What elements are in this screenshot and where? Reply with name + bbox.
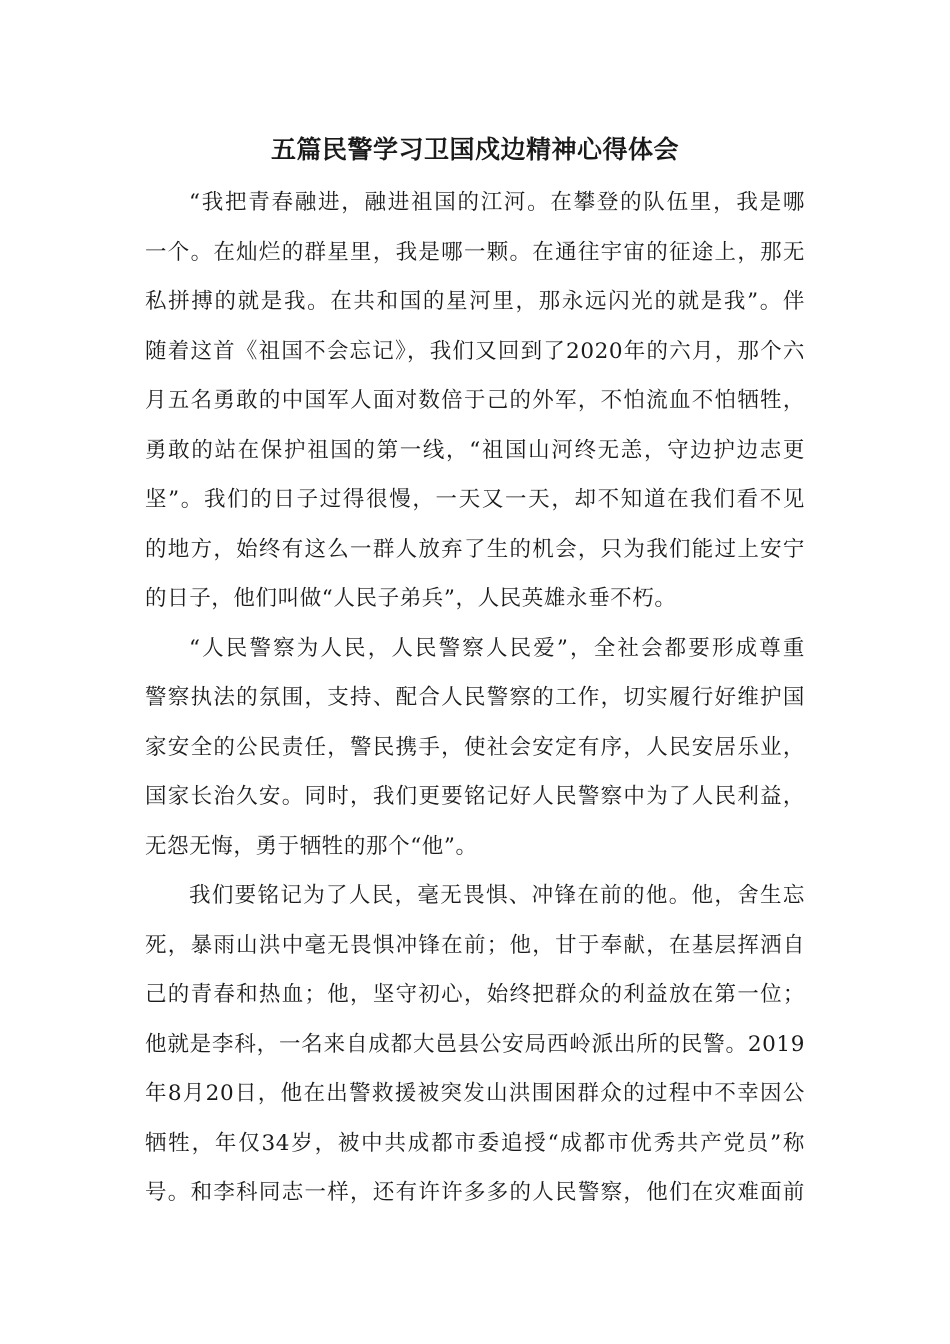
text-line: 他就是李科，一名来自成都大邑县公安局西岭派出所的民警。2019 [145,1031,805,1057]
text-line: 号。和李科同志一样，还有许许多多的人民警察，他们在灾难面前 [145,1180,805,1205]
text-line: 家安全的公民责任，警民携手，使社会安定有序，人民安居乐业， [145,734,805,760]
text-line: 勇敢的站在保护祖国的第一线，“祖国山河终无恙，守边护边志更 [145,437,805,463]
text-line: 国家长治久安。同时，我们更要铭记好人民警察中为了人民利益， [145,784,805,809]
text-line: 年8月20日，他在出警救援被突发山洪围困群众的过程中不幸因公 [145,1081,805,1106]
text-line: “我把青春融进，融进祖国的江河。在攀登的队伍里，我是哪 [189,190,805,215]
text-line: 无怨无悔，勇于牺牲的那个“他”。 [145,833,478,859]
paragraph [145,624,805,872]
text-line: 月五名勇敢的中国军人面对数倍于己的外军，不怕流血不怕牺牲， [145,388,805,413]
text-line: 我们要铭记为了人民，毫无畏惧、冲锋在前的他。他，舍生忘 [189,883,805,908]
document-body [145,178,805,1218]
text-line: 的日子，他们叫做“人民子弟兵”，人民英雄永垂不朽。 [145,586,677,611]
paragraph [145,871,805,1218]
text-line: 己的青春和热血；他，坚守初心，始终把群众的利益放在第一位； [145,982,805,1007]
text-line: 警察执法的氛围，支持、配合人民警察的工作，切实履行好维护国 [145,685,805,710]
text-line: 死，暴雨山洪中毫无畏惧冲锋在前；他，甘于奉献，在基层挥洒自 [145,932,805,958]
text-line: 私拼搏的就是我。在共和国的星河里，那永远闪光的就是我”。伴 [145,289,805,314]
text-line: 的地方，始终有这么一群人放弃了生的机会，只为我们能过上安宁 [145,536,805,562]
text-line: 坚”。我们的日子过得很慢，一天又一天，却不知道在我们看不见 [145,487,805,512]
text-line: “人民警察为人民，人民警察人民爱”，全社会都要形成尊重 [189,635,805,661]
text-line: 随着这首《祖国不会忘记》，我们又回到了2020年的六月，那个六 [145,338,805,364]
text-line: 一个。在灿烂的群星里，我是哪一颗。在通往宇宙的征途上，那无 [145,239,805,265]
paragraph [145,178,805,624]
text-line: 牺牲，年仅34岁，被中共成都市委追授“成都市优秀共产党员”称 [145,1130,805,1156]
document-title: 五篇民警学习卫国戍边精神心得体会 [270,135,679,164]
